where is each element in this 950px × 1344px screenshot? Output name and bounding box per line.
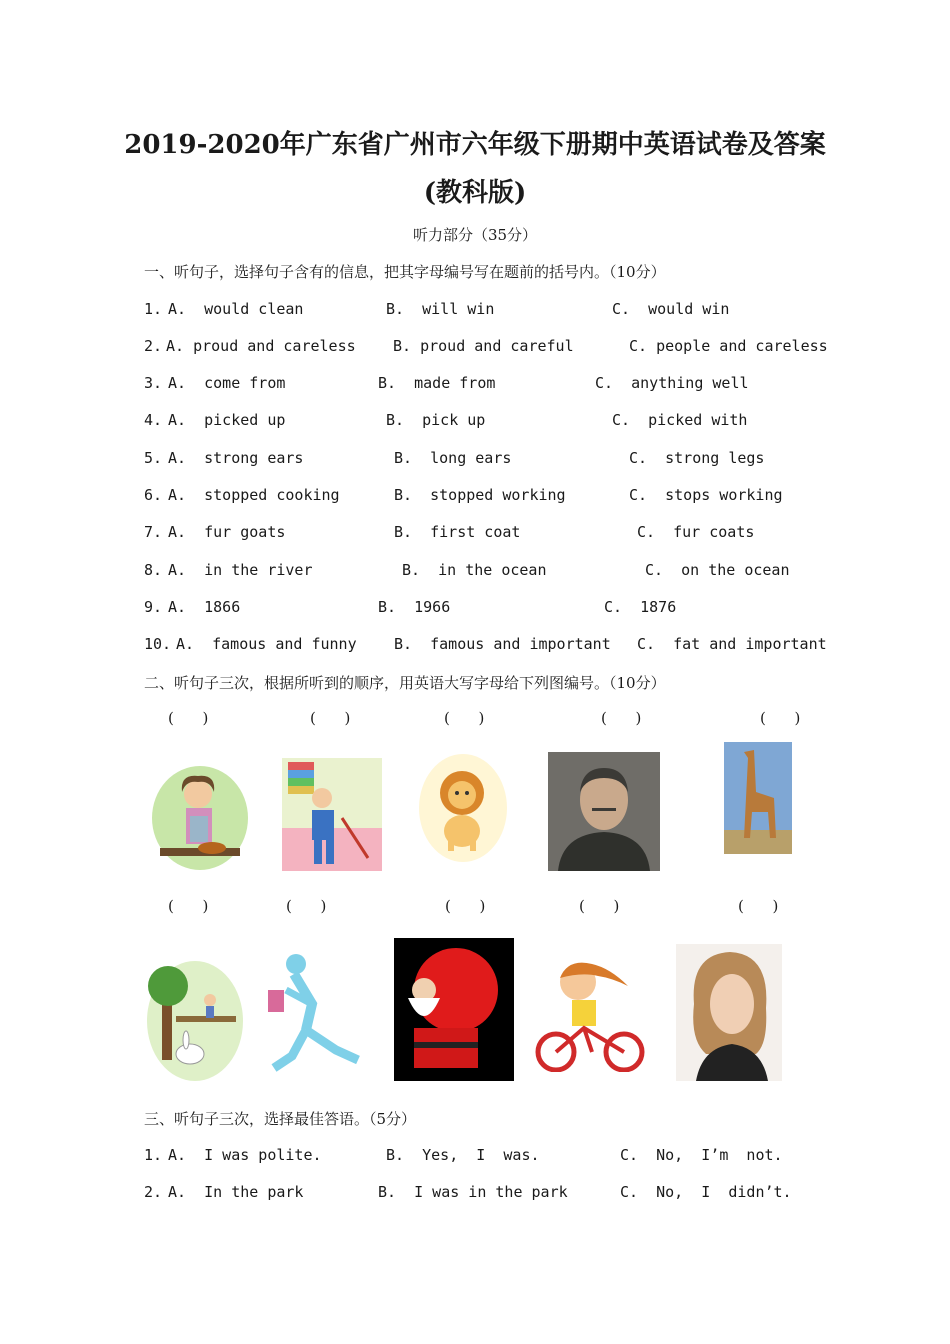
listening-section-title: 听力部分（35分） (412, 226, 538, 244)
picture-girl-carrying-books (282, 758, 382, 871)
question-number: 10. (144, 635, 172, 653)
question-number: 3. (144, 374, 163, 392)
option-a: A. In the park (168, 1183, 304, 1201)
question-number: 1. (144, 300, 163, 318)
option-c: C. fur coats (637, 523, 755, 541)
option-b: B. first coat (394, 523, 521, 541)
picture-portrait-woman (676, 944, 782, 1081)
picture-santa-claus (394, 938, 514, 1081)
question-number: 1. (144, 1146, 163, 1164)
question-row-8 (144, 561, 824, 583)
option-a: A. 1866 (168, 598, 241, 616)
option-a: A. strong ears (168, 449, 304, 467)
question-number: 6. (144, 486, 163, 504)
picture-girl-riding-bike (532, 958, 650, 1072)
option-b: B. will win (386, 300, 495, 318)
option-c: C. strong legs (629, 449, 765, 467)
question-number: 9. (144, 598, 163, 616)
question-row-p3-2 (144, 1183, 824, 1205)
option-a: A. famous and funny (176, 635, 357, 653)
question-row-3 (144, 374, 824, 396)
question-row-p3-1 (144, 1146, 824, 1168)
option-c: C. No, I didn’t. (620, 1183, 792, 1201)
document-title: 2019-2020年广东省广州市六年级下册期中英语试卷及答案 (124, 130, 826, 160)
option-b: B. 1966 (378, 598, 451, 616)
option-b: B. stopped working (394, 486, 566, 504)
option-a: A. proud and careless (166, 337, 356, 355)
option-c: C. anything well (595, 374, 749, 392)
answer-blank: ( ) (168, 709, 209, 727)
option-c: C. 1876 (604, 598, 677, 616)
option-b: B. in the ocean (402, 561, 547, 579)
option-c: C. would win (612, 300, 730, 318)
answer-blank: ( ) (738, 897, 779, 915)
option-b: B. Yes, I was. (386, 1146, 540, 1164)
question-row-10 (144, 635, 827, 657)
question-number: 7. (144, 523, 163, 541)
option-a: A. in the river (168, 561, 313, 579)
answer-blank: ( ) (310, 709, 351, 727)
question-row-1 (144, 300, 824, 322)
option-a: A. fur goats (168, 523, 286, 541)
question-row-2 (144, 337, 828, 359)
option-a: A. picked up (168, 411, 286, 429)
question-number: 4. (144, 411, 163, 429)
answer-blank: ( ) (601, 709, 642, 727)
question-number: 5. (144, 449, 163, 467)
option-c: C. people and careless (629, 337, 828, 355)
question-row-4 (144, 411, 824, 433)
option-a: A. come from (168, 374, 286, 392)
question-row-6 (144, 486, 824, 508)
part1-heading: 一、听句子，选择句子含有的信息，把其字母编号写在题前的括号内。（10分） (144, 263, 666, 281)
question-number: 2. (144, 337, 163, 355)
picture-grandmother-cooking (150, 764, 250, 872)
question-number: 8. (144, 561, 163, 579)
question-row-7 (144, 523, 824, 545)
part3-heading: 三、听句子三次，选择最佳答语。（5分） (144, 1110, 417, 1128)
option-b: B. proud and careful (393, 337, 574, 355)
option-b: B. I was in the park (378, 1183, 568, 1201)
question-number: 2. (144, 1183, 163, 1201)
option-b: B. pick up (386, 411, 486, 429)
option-b: B. long ears (394, 449, 512, 467)
option-a: A. stopped cooking (168, 486, 340, 504)
question-row-5 (144, 449, 824, 471)
option-b: B. made from (378, 374, 496, 392)
picture-boy-running (266, 950, 366, 1081)
answer-blank: ( ) (286, 897, 327, 915)
option-a: A. would clean (168, 300, 304, 318)
option-c: C. on the ocean (645, 561, 790, 579)
answer-blank: ( ) (760, 709, 801, 727)
answer-blank: ( ) (444, 709, 485, 727)
option-c: C. fat and important (637, 635, 827, 653)
answer-blank: ( ) (579, 897, 620, 915)
option-c: C. No, I’m not. (620, 1146, 783, 1164)
answer-blank: ( ) (168, 897, 209, 915)
picture-lion (418, 753, 508, 863)
option-b: B. famous and important (394, 635, 611, 653)
option-c: C. stops working (629, 486, 783, 504)
picture-rabbit-under-tree (146, 960, 244, 1082)
picture-giraffe (724, 742, 792, 854)
part2-heading: 二、听句子三次，根据所听到的顺序，用英语大写字母给下列图编号。（10分） (144, 674, 666, 692)
question-row-9 (144, 598, 824, 620)
picture-portrait-man (548, 752, 660, 871)
document-title-edition: (教科版) (423, 178, 527, 208)
option-c: C. picked with (612, 411, 748, 429)
option-a: A. I was polite. (168, 1146, 322, 1164)
answer-blank: ( ) (445, 897, 486, 915)
